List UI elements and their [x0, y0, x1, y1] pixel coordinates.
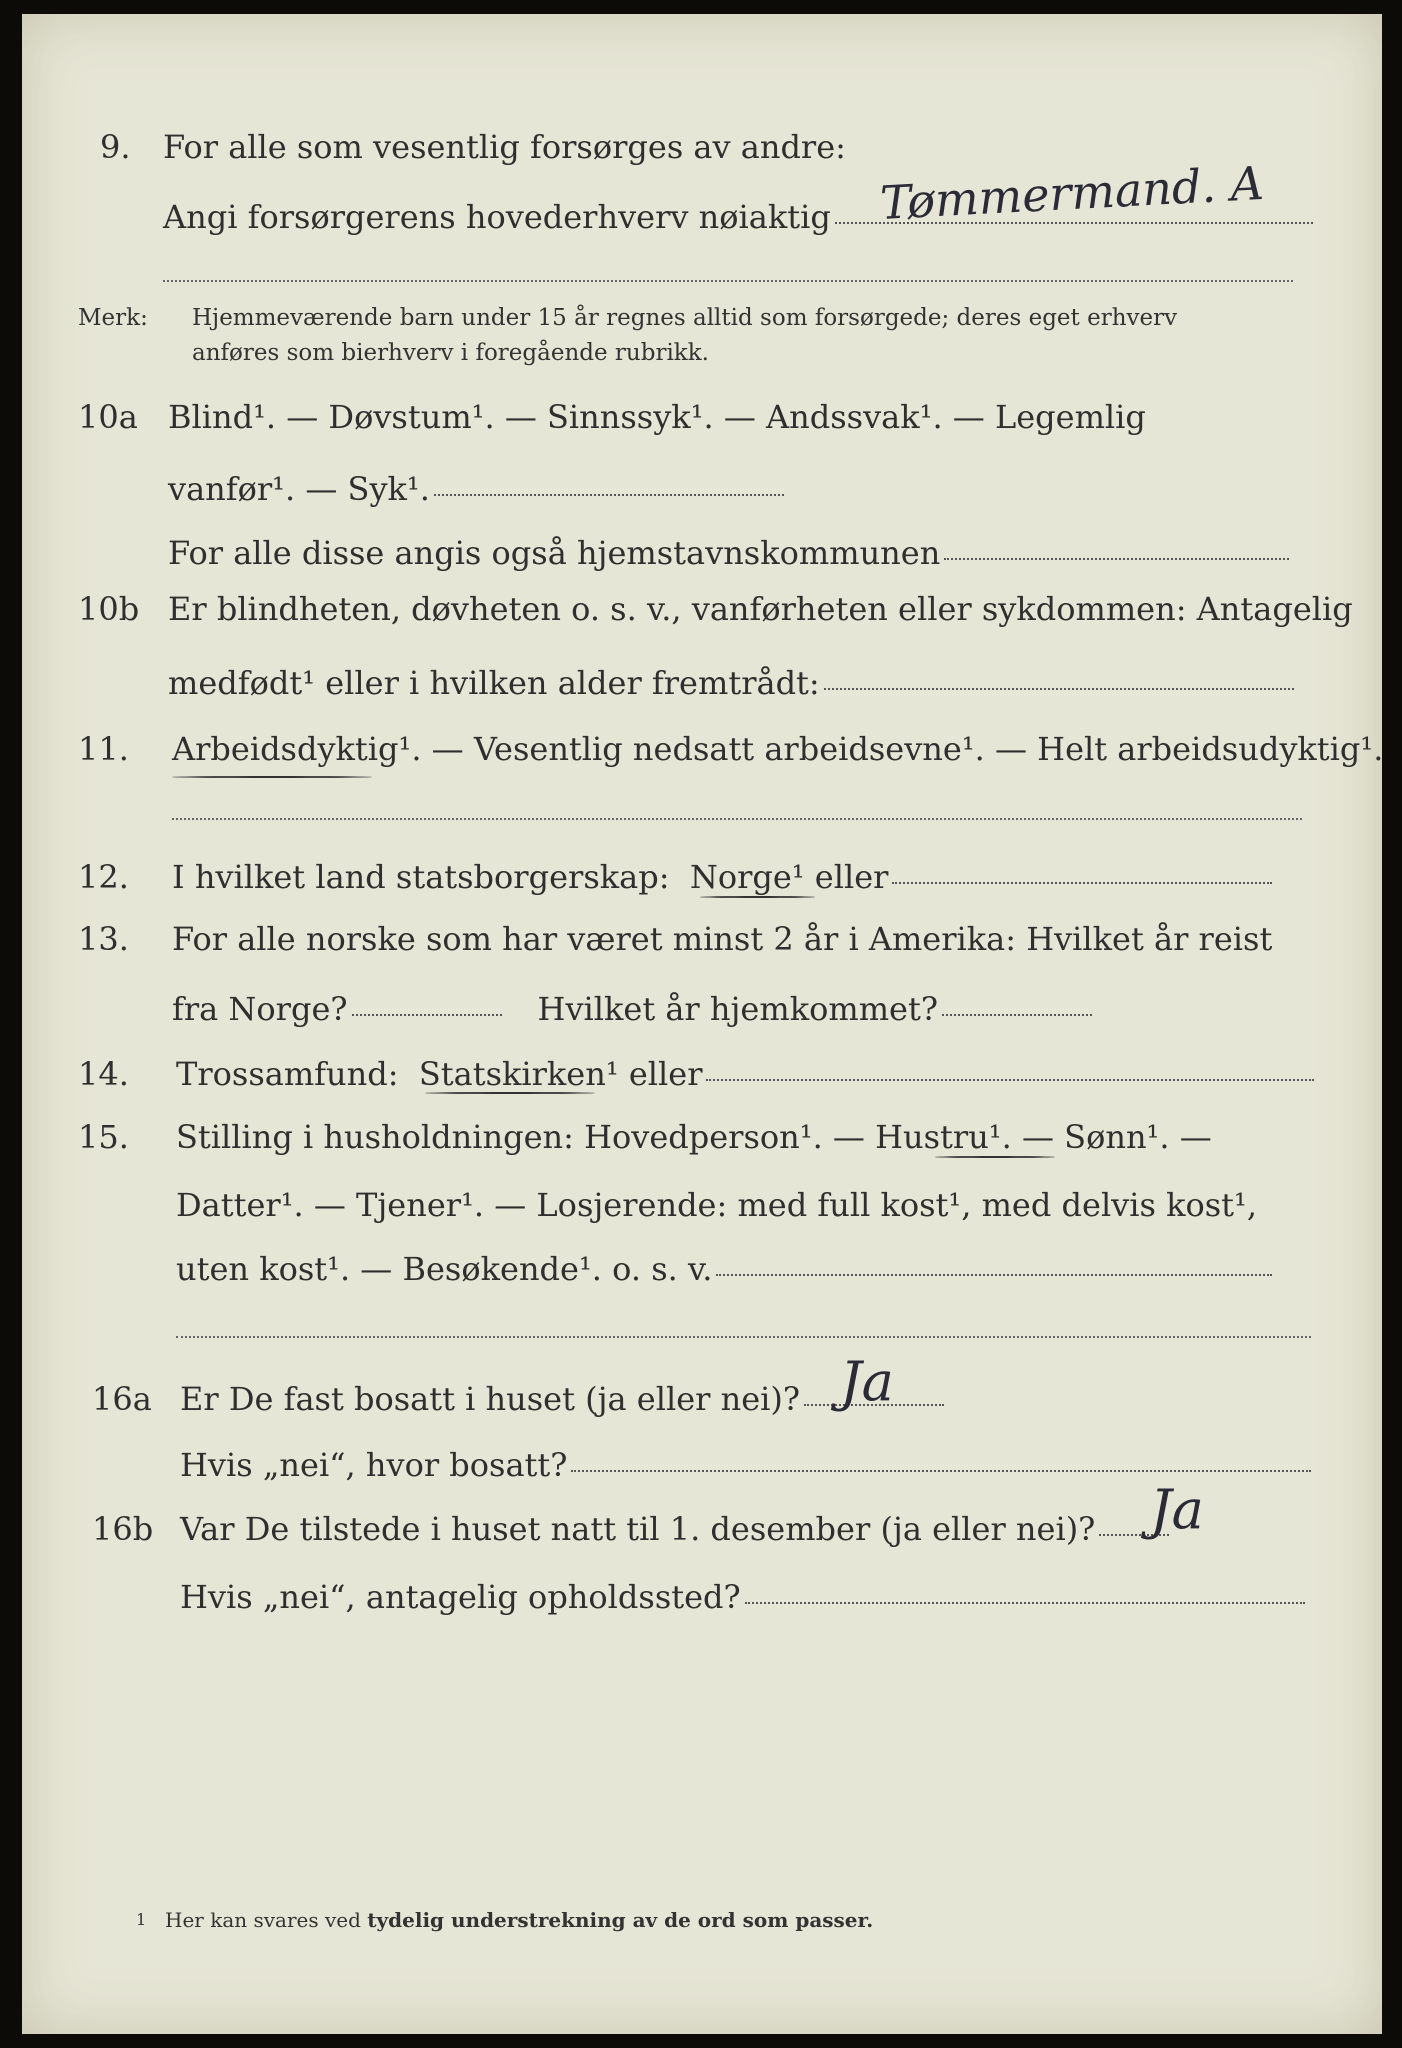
answer-line	[716, 1274, 1272, 1276]
answer-line	[824, 688, 1294, 690]
note-text: anføres som bierhverv i foregående rubrikk.	[192, 340, 709, 366]
answer-line	[571, 1470, 1311, 1472]
question-number: 15.	[78, 1118, 129, 1156]
question-text: Datter¹. — Tjener¹. — Losjerende: med full kost¹, med delvis kost¹,	[176, 1186, 1258, 1224]
answer-line	[745, 1602, 1305, 1604]
question-text: uten kost¹. — Besøkende¹. o. s. v.	[176, 1250, 713, 1288]
question-text: Hvis „nei“, hvor bosatt?	[180, 1446, 568, 1484]
answer-line	[942, 1014, 1092, 1016]
question-text: Arbeidsdyktig¹. — Vesentlig nedsatt arbeidsevne¹. — Helt arbeidsudyktig¹.	[172, 730, 1384, 768]
question-number: 12.	[78, 858, 129, 896]
footnote-mark: 1	[136, 1910, 147, 1929]
answer-line	[706, 1079, 1314, 1081]
question-text: For alle som vesentlig forsørges av andre:	[163, 128, 846, 166]
question-text: For alle disse angis også hjemstavnskommunen	[168, 534, 941, 572]
question-text: Trossamfund: Statskirken¹ eller	[176, 1055, 703, 1093]
answer-line	[892, 882, 1272, 884]
question-text: For alle norske som har været minst 2 år i Amerika: Hvilket år reist	[172, 920, 1273, 958]
question-text: Blind¹. — Døvstum¹. — Sinnssyk¹. — Andssvak¹. — Legemlig	[168, 398, 1146, 436]
question-text: Var De tilstede i huset natt til 1. desember (ja eller nei)?	[180, 1510, 1096, 1548]
question-number: 11.	[78, 730, 129, 768]
answer-line	[352, 1014, 502, 1016]
question-number: 16a	[92, 1380, 152, 1418]
handwritten-underline	[425, 1092, 595, 1094]
question-text: Hvis „nei“, antagelig opholdssted?	[180, 1578, 741, 1616]
footnote-emphasis: tydelig understrekning av de ord som passer.	[367, 1908, 874, 1932]
question-number: 9.	[100, 128, 131, 166]
handwritten-answer: Ja	[840, 1350, 894, 1413]
question-number: 16b	[92, 1510, 154, 1548]
handwritten-underline	[935, 1156, 1055, 1158]
handwritten-underline	[700, 896, 815, 898]
question-text: Hvilket år hjemkommet?	[537, 990, 938, 1028]
answer-line	[944, 558, 1289, 560]
question-text: Er De fast bosatt i huset (ja eller nei)?	[180, 1380, 801, 1418]
blank-answer-line	[172, 818, 1302, 820]
question-text: Stilling i husholdningen: Hovedperson¹. — Hustru¹. — Sønn¹. —	[176, 1118, 1212, 1156]
question-text: medfødt¹ eller i hvilken alder fremtrådt:	[168, 664, 820, 702]
question-text: vanfør¹. — Syk¹.	[168, 470, 430, 508]
handwritten-answer: Tømmermand. A	[878, 155, 1265, 231]
handwritten-underline	[172, 776, 372, 778]
handwritten-answer: Ja	[1150, 1478, 1204, 1541]
note-label: Merk:	[78, 305, 148, 331]
question-number: 10b	[78, 590, 140, 628]
question-text: fra Norge?	[172, 990, 348, 1028]
note-text: Hjemmeværende barn under 15 år regnes alltid som forsørgede; deres eget erhverv	[192, 305, 1178, 331]
blank-answer-line	[163, 280, 1293, 282]
blank-answer-line	[176, 1336, 1311, 1338]
question-number: 10a	[78, 398, 138, 436]
question-number: 14.	[78, 1055, 129, 1093]
question-text: Er blindheten, døvheten o. s. v., vanførheten eller sykdommen: Antagelig	[168, 590, 1353, 628]
footnote-text: Her kan svares ved	[165, 1908, 368, 1932]
question-text: I hvilket land statsborgerskap: Norge¹ eller	[172, 858, 889, 896]
answer-line	[434, 494, 784, 496]
question-text: Angi forsørgerens hovederhverv nøiaktig	[163, 198, 831, 236]
question-number: 13.	[78, 920, 129, 958]
